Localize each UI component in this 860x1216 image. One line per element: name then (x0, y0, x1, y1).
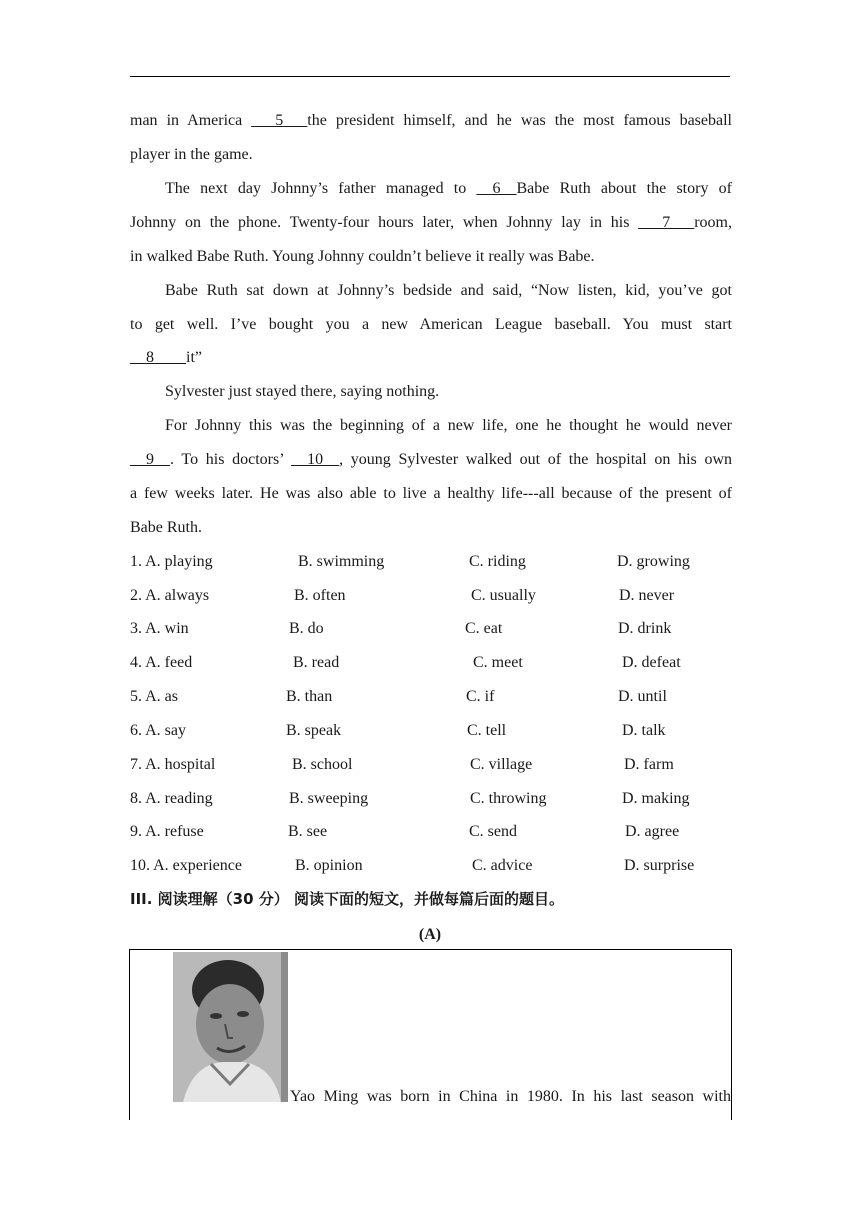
option-c: C. meet (473, 654, 523, 671)
option-b: B. swimming (298, 553, 385, 570)
option-b: B. school (292, 756, 353, 773)
option-a: 7. A. hospital (130, 756, 216, 773)
passage-line: player in the game. (130, 146, 253, 163)
option-row-4 (130, 646, 732, 680)
blank-6: __6__ (476, 180, 517, 197)
passage-line: __8____it” (130, 349, 202, 366)
option-row-1 (130, 545, 732, 579)
option-b: B. than (286, 688, 333, 705)
option-b: B. opinion (295, 857, 363, 874)
passage-line: For Johnny this was the beginning of a new life, one he thought he would never (165, 417, 732, 434)
option-c: C. advice (472, 857, 533, 874)
option-d: D. until (618, 688, 667, 705)
option-b: B. do (289, 620, 324, 637)
option-a: 4. A. feed (130, 654, 193, 671)
option-row-3 (130, 612, 732, 646)
option-c: C. throwing (470, 790, 547, 807)
option-d: D. agree (625, 823, 680, 840)
option-a: 8. A. reading (130, 790, 213, 807)
option-d: D. growing (617, 553, 690, 570)
option-row-10 (130, 849, 732, 883)
passage-line: Babe Ruth. (130, 519, 202, 536)
passage-line: Johnny on the phone. Twenty-four hours later, when Johnny lay in his ___7___room, (130, 214, 732, 231)
passage-line: man in America ___5___the president himself, and he was the most famous baseball (130, 112, 732, 129)
option-c: C. usually (471, 587, 536, 604)
option-d: D. defeat (622, 654, 681, 671)
option-c: C. tell (467, 722, 507, 739)
option-c: C. send (469, 823, 517, 840)
option-d: D. making (622, 790, 690, 807)
passage-line: Sylvester just stayed there, saying nothing. (165, 383, 440, 400)
option-a: 1. A. playing (130, 553, 213, 570)
option-a: 9. A. refuse (130, 823, 204, 840)
passage-line: to get well. I’ve bought you a new American League baseball. You must start (130, 316, 732, 333)
option-b: B. read (293, 654, 340, 671)
blank-8: __8____ (130, 349, 186, 366)
passage-line: in walked Babe Ruth. Young Johnny couldn’t believe it really was Babe. (130, 248, 595, 265)
blank-7: ___7___ (638, 214, 695, 231)
passage-label: (A) (418, 926, 442, 943)
blank-5: ___5___ (251, 112, 308, 129)
option-d: D. talk (622, 722, 666, 739)
option-a: 6. A. say (130, 722, 186, 739)
portrait-photo (173, 952, 288, 1102)
passage-line: __9__. To his doctors’ __10__, young Sylvester walked out of the hospital on his own (130, 451, 733, 468)
option-a: 3. A. win (130, 620, 189, 637)
option-b: B. sweeping (289, 790, 369, 807)
option-d: D. surprise (624, 857, 695, 874)
blank-10: __10__ (291, 451, 340, 468)
option-c: C. riding (469, 553, 526, 570)
option-a: 10. A. experience (130, 857, 242, 874)
header-rule (130, 76, 730, 77)
option-row-5 (130, 680, 732, 714)
section-heading: III. 阅读理解（30 分） 阅读下面的短文，并做每篇后面的题目。 (130, 890, 564, 908)
option-b: B. often (294, 587, 346, 604)
option-row-9 (130, 815, 732, 849)
passage-line: a few weeks later. He was also able to live a healthy life---all because of the present of (130, 485, 732, 502)
option-c: C. village (470, 756, 533, 773)
option-a: 2. A. always (130, 587, 210, 604)
option-d: D. drink (618, 620, 672, 637)
option-row-8 (130, 782, 732, 816)
option-c: C. if (466, 688, 495, 705)
option-c: C. eat (465, 620, 503, 637)
option-d: D. never (619, 587, 675, 604)
option-a: 5. A. as (130, 688, 178, 705)
box-text-line: Yao Ming was born in China in 1980. In his last season with (290, 1088, 731, 1105)
option-b: B. speak (286, 722, 342, 739)
option-row-7 (130, 748, 732, 782)
blank-9: __9__ (130, 451, 170, 468)
option-d: D. farm (624, 756, 674, 773)
option-b: B. see (288, 823, 328, 840)
option-row-6 (130, 714, 732, 748)
option-row-2 (130, 579, 732, 613)
passage-line: The next day Johnny’s father managed to __6__Babe Ruth about the story of (165, 180, 733, 197)
passage-line: Babe Ruth sat down at Johnny’s bedside and said, “Now listen, kid, you’ve got (165, 282, 732, 299)
